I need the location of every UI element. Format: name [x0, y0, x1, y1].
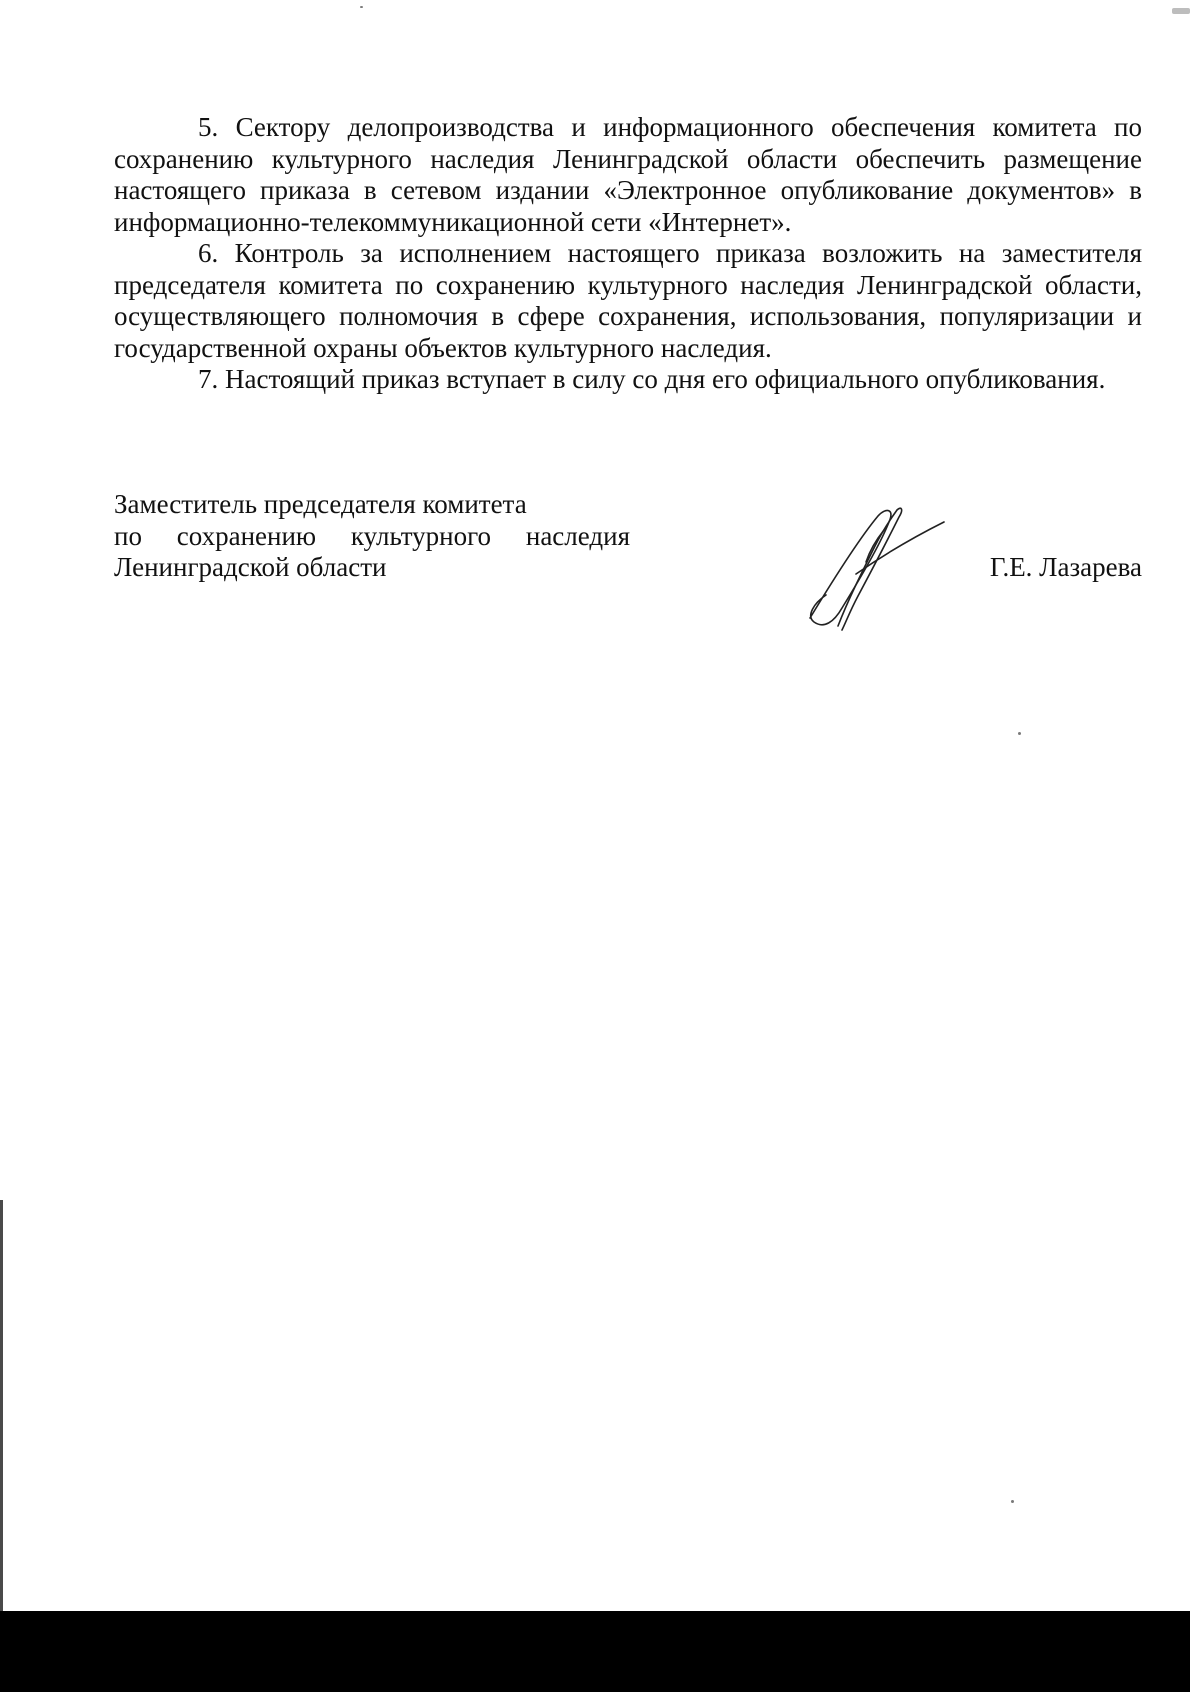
- scan-speck: [1011, 1500, 1014, 1503]
- scan-speck: [360, 6, 363, 8]
- handwritten-signature-icon: [800, 500, 960, 635]
- scan-speck: [1018, 732, 1021, 735]
- signature-block: [114, 489, 1142, 649]
- scan-left-edge: [0, 1200, 3, 1615]
- paragraph-6: 6. Контроль за исполнением настоящего приказа возложить на заместителя председателя комитета по сохранению культурного наследия Ленинградской области, осуществляющего полномочия в сфере сохранения, использования, популяризации и государственной охраны объектов культурного наследия.: [114, 238, 1142, 363]
- paragraph-7: 7. Настоящий приказ вступает в силу со дня его официального опубликования.: [198, 364, 1106, 394]
- scan-speck: [1172, 8, 1190, 14]
- signatory-title-line-2: по сохранению культурного наследия: [114, 520, 630, 551]
- signatory-name: Г.Е. Лазарева: [989, 552, 1142, 582]
- signatory-title-line-3: Ленинградской области: [114, 552, 387, 582]
- signatory-title-line-1: Заместитель председателя комитета: [114, 489, 527, 519]
- document-body: [114, 112, 1142, 396]
- scan-bottom-bar: [0, 1611, 1200, 1692]
- paragraph-5: 5. Сектору делопроизводства и информационного обеспечения комитета по сохранению культурного наследия Ленинградской области обеспечить размещение настоящего приказа в сетевом издании «Электронное опубликование документов» в информационно-телекоммуникационной сети «Интернет».: [114, 112, 1142, 237]
- scan-right-edge: [1190, 1610, 1200, 1692]
- signatory-title: [114, 489, 630, 584]
